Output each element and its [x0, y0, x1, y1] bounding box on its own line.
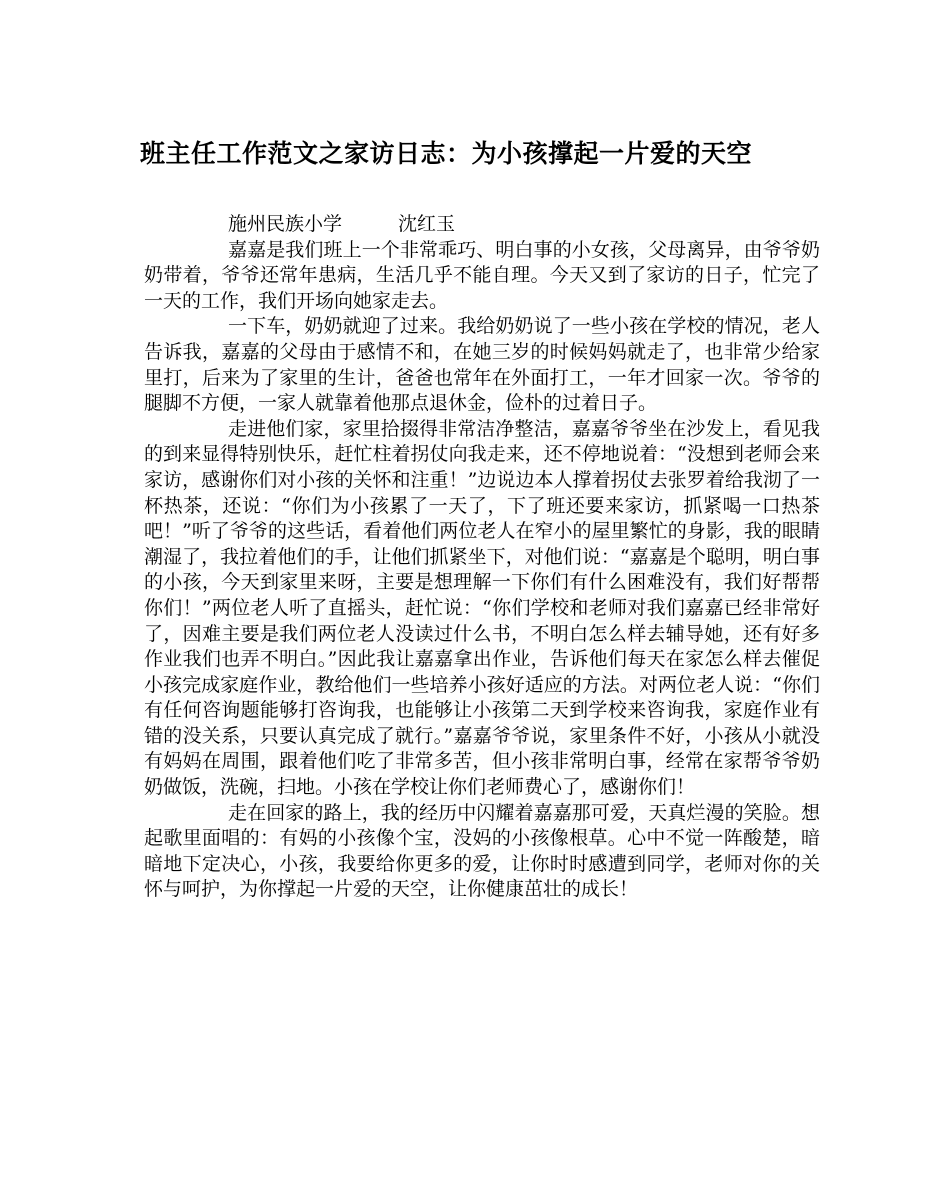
- paragraph-4: 走在回家的路上，我的经历中闪耀着嘉嘉那可爱，天真烂漫的笑脸。想起歌里面唱的：有妈的小孩像个宝，没妈的小孩像根草。心中不觉一阵酸楚，暗暗地下定决心，小孩，我要给你更多的爱，让你时时感遭到同学，老师对你的关怀与呵护，为你撑起一片爱的天空，让你健康茁壮的成长！: [144, 801, 820, 901]
- paragraph-1: 嘉嘉是我们班上一个非常乖巧、明白事的小女孩，父母离异，由爷爷奶奶带着，爷爷还常年患病，生活几乎不能自理。今天又到了家访的日子，忙完了一天的工作，我们开场向她家走去。: [144, 238, 820, 312]
- school-name: 施州民族小学: [228, 213, 343, 235]
- byline: [144, 212, 820, 238]
- document-title: 班主任工作范文之家访日志：为小孩撑起一片爱的天空: [140, 139, 753, 168]
- paragraph-2: 一下车，奶奶就迎了过来。我给奶奶说了一些小孩在学校的情况，老人告诉我，嘉嘉的父母由于感情不和，在她三岁的时候妈妈就走了，也非常少给家里打，后来为了家里的生计，爸爸也常年在外面打工，一年才回家一次。爷爷的腿脚不方便，一家人就靠着他那点退休金，俭朴的过着日子。: [144, 315, 820, 415]
- document-body: [144, 212, 820, 903]
- author-name: 沈红玉: [398, 213, 456, 235]
- paragraph-3: 走进他们家，家里拾掇得非常洁净整洁，嘉嘉爷爷坐在沙发上，看见我的到来显得特别快乐，赶忙柱着拐仗向我走来，还不停地说着：“没想到老师会来家访，感谢你们对小孩的关怀和注重！”边说边本人撑着拐仗去张罗着给我沏了一杯热茶，还说：“你们为小孩累了一天了，下了班还要来家访，抓紧喝一口热茶吧！”听了爷爷的这些话，看着他们两位老人在窄小的屋里繁忙的身影，我的眼睛潮湿了，我拉着他们的手，让他们抓紧坐下，对他们说：“嘉嘉是个聪明，明白事的小孩，今天到家里来呀，主要是想理解一下你们有什么困难没有，我们好帮帮你们！”两位老人听了直摇头，赶忙说：“你们学校和老师对我们嘉嘉已经非常好了，因难主要是我们两位老人没读过什么书，不明白怎么样去辅导她，还有好多作业我们也弄不明白。”因此我让嘉嘉拿出作业，告诉他们每天在家怎么样去催促小孩完成家庭作业，教给他们一些培养小孩好适应的方法。对两位老人说：“你们有任何咨询题能够打咨询我，也能够让小孩第二天到学校来咨询我，家庭作业有错的没关系，只要认真完成了就行。”嘉嘉爷爷说，家里条件不好，小孩从小就没有妈妈在周围，跟着他们吃了非常多苦，但小孩非常明白事，经常在家帮爷爷奶奶做饭，洗碗，扫地。小孩在学校让你们老师费心了，感谢你们！: [144, 417, 820, 799]
